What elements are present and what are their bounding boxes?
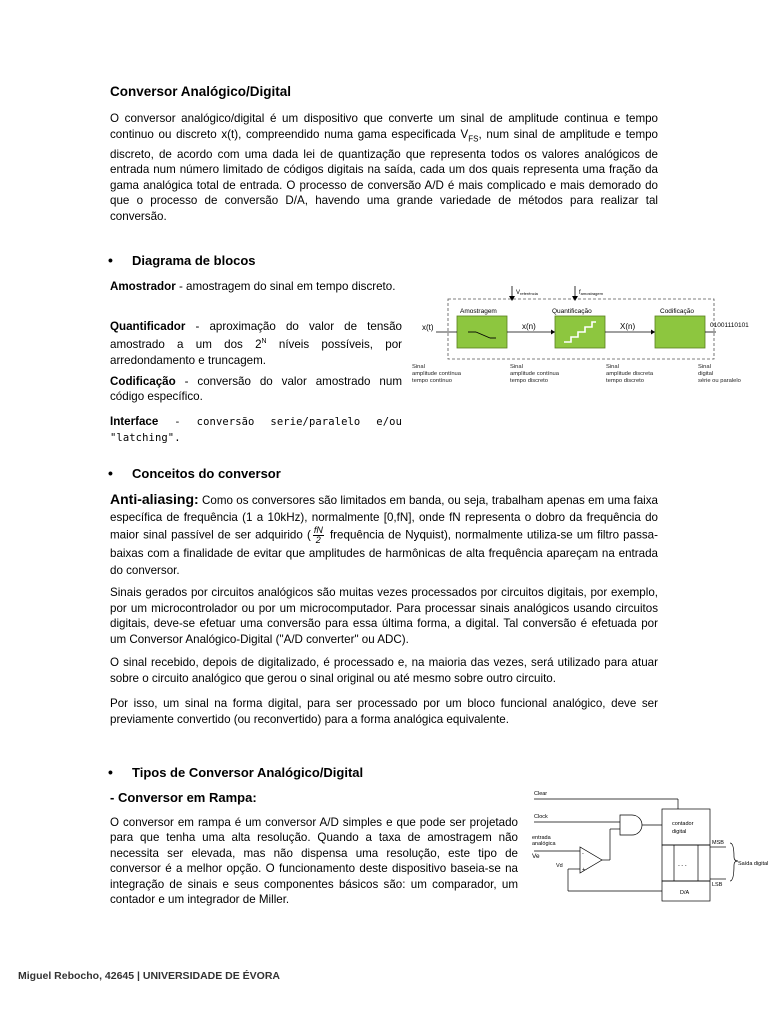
vd-label: Vd (556, 863, 563, 869)
section-heading-label: Diagrama de blocos (132, 253, 256, 268)
desc-quantificador-a: - aproximação do valor de tensão amostrado a um dos 2 (110, 320, 402, 352)
intro-subscript: FS (468, 133, 479, 143)
superscript-n: N (261, 338, 267, 346)
block-diagram (410, 282, 766, 392)
plus-label: + (582, 867, 586, 873)
section-heading-label: Conceitos do conversor (132, 466, 281, 481)
signal-xt: x(t) (422, 323, 434, 332)
output-label: Saída digital (738, 861, 768, 867)
counter-label-a: contador (672, 821, 694, 827)
subheading-rampa: - Conversor em Rampa: (110, 790, 257, 805)
bullet-icon: • (108, 465, 113, 481)
signal-xn: x(n) (522, 322, 536, 331)
fraction-fn-2 (313, 526, 324, 545)
arrowhead-Xn (651, 330, 655, 335)
term-interface: Interface (110, 415, 159, 428)
section-heading-conceitos (108, 465, 281, 481)
minus-label: - (582, 851, 584, 857)
paragraph-sinal-recebido: O sinal recebido, depois de digitalizado, é processado e, na maioria das vezes, será utilizado para atuar sobre o circuito analógico que gerou o sinal original ou até mesmo sobre outro circuito. (110, 656, 658, 685)
lab1-b: amplitude contínua (412, 371, 461, 377)
lab1-a: Sinal (412, 364, 425, 370)
fraction-numerator: fN (313, 525, 323, 535)
section-heading-tipos (108, 764, 364, 780)
intro-paragraph (110, 111, 658, 224)
desc-interface: - conversão serie/paralelo e/ou "latching". (110, 416, 402, 445)
clock-label: Clock (534, 814, 548, 820)
lab3-a: Sinal (606, 364, 619, 370)
paragraph-rampa: O conversor em rampa é um conversor A/D simples e que pode ser projetado para que tenha uma alta resolução. Quando a taxa de amostragem não necessita ser elevada, mas não dispensa uma resolução, este tipo de conversor é a melhor opção. O funcionamento deste dispositivo baseia-se na integração de sinais e seus componentes básicos são: um comparador, um contador e um integrador de Miller. (110, 816, 518, 907)
input-label-b: analógica (532, 841, 556, 847)
lab3-b: amplitude discreta (606, 371, 654, 377)
counter-label-b: digital (672, 829, 687, 835)
block3-label: Codificação (660, 308, 694, 315)
section-heading-label: Tipos de Conversor Analógico/Digital (132, 765, 364, 780)
page-footer: Miguel Rebocho, 42645 | UNIVERSIDADE DE ÉVORA (18, 970, 280, 982)
term-amostrador: Amostrador (110, 280, 176, 293)
arrowhead-xn (551, 330, 555, 335)
def-quantificador (110, 319, 402, 368)
desc-quantificador-b: níveis possíveis, por arredondamento e truncagem. (110, 338, 402, 367)
anti-aliasing-paragraph (110, 491, 658, 579)
section-heading-blocks (108, 252, 256, 268)
def-codificacao (110, 374, 402, 405)
paragraph-sinais: Sinais gerados por circuitos analógicos são muitas vezes processados por circuitos digitais, por exemplo, por um microcontrolador ou por um microcomputador. Para processar sinais analógicos usando circuitos digitais, deve-se efetuar uma conversão para essa última forma, a digital. Tal conversão é efetuada por um Conversor Analógico-Digital ("A/D converter" ou ADC). (110, 586, 658, 646)
block-codificacao (655, 316, 705, 348)
msb-label: MSB (712, 840, 724, 846)
vref-label: Vreferência (516, 290, 538, 296)
famost-label: famostragem (579, 290, 603, 296)
intro-text-a: O conversor analógico/digital é um dispositivo que converte um sinal de amplitude continua e tempo continuo ou discreto x(t), compreendido numa gama especificada V (110, 112, 658, 141)
block1-label: Amostragem (460, 308, 497, 315)
desc-amostrador: - amostragem do sinal em tempo discreto. (175, 280, 396, 293)
output-brace (730, 843, 738, 881)
intro-text-b: , num sinal de amplitude e tempo discreto, de acordo com uma dada lei de quantização que representa todos os valores analógicos de entrada num número limitado de códigos digitais na saída, cada um dos quais representa uma fração da gama analógica total de entrada. O processo de conversão A/D é mais complicado e mais demorado do que o processo de conversão D/A, havendo uma grande variedade de métodos para realizar tal conversão. (110, 127, 658, 223)
dots-label: - - - (678, 863, 687, 869)
desc-codificacao: - conversão do valor amostrado num código específico. (110, 375, 402, 404)
dac-label: D/A (680, 890, 690, 896)
term-quantificador: Quantificador (110, 320, 186, 333)
lab2-a: Sinal (510, 364, 523, 370)
bullet-icon: • (108, 764, 113, 780)
vref-arrowhead (509, 296, 515, 301)
def-interface (110, 414, 402, 447)
lab2-b: amplitude contínua (510, 371, 559, 377)
fraction-denominator: 2 (315, 535, 321, 545)
lab1-c: tempo contínuo (412, 378, 452, 384)
counter-box (662, 809, 710, 845)
aa-text-a: Como os conversores são limitados em banda, ou seja, trabalham apenas em uma faixa específica de frequência (1 a 10kHz), normalmente [0,fN], onde fN representa o dobro da frequência do maior sinal passível de ser adquirido ( (110, 494, 658, 542)
lab4-c: série ou paralelo (698, 378, 741, 384)
lab2-c: tempo discreto (510, 378, 549, 384)
clear-label: Clear (534, 791, 548, 797)
def-amostrador (110, 279, 402, 294)
paragraph-por-isso: Por isso, um sinal na forma digital, para ser processado por um bloco funcional analógico, deve ser previamente convertido (ou reconvertido) para a forma analógica equivalente. (110, 697, 658, 726)
and-gate (620, 815, 642, 835)
block-amostragem (457, 316, 507, 348)
signal-bits: 01001110101 (710, 322, 749, 329)
lsb-label: LSB (712, 882, 723, 888)
term-anti-aliasing: Anti-aliasing: (110, 491, 199, 507)
ve-label: Ve (532, 853, 540, 860)
lab4-b: digital (698, 371, 714, 377)
bullet-icon: • (108, 252, 113, 268)
lab4-a: Sinal (698, 364, 711, 370)
lab3-c: tempo discreto (606, 378, 645, 384)
aa-text-b: frequência de Nyquist), normalmente utiliza-se um filtro passa-baixas com a finalidade de evitar que amplitudes de harmônicas de alta frequência apareçam na entrada do conversor. (110, 528, 658, 577)
famost-arrowhead (572, 296, 578, 301)
term-codificacao: Codificação (110, 375, 176, 388)
ramp-circuit-diagram (528, 785, 768, 910)
input-label-a: entrada (532, 835, 551, 841)
block2-label: Quantificação (552, 308, 592, 315)
page-title: Conversor Analógico/Digital (110, 84, 292, 99)
signal-Xn: X(n) (620, 322, 636, 331)
